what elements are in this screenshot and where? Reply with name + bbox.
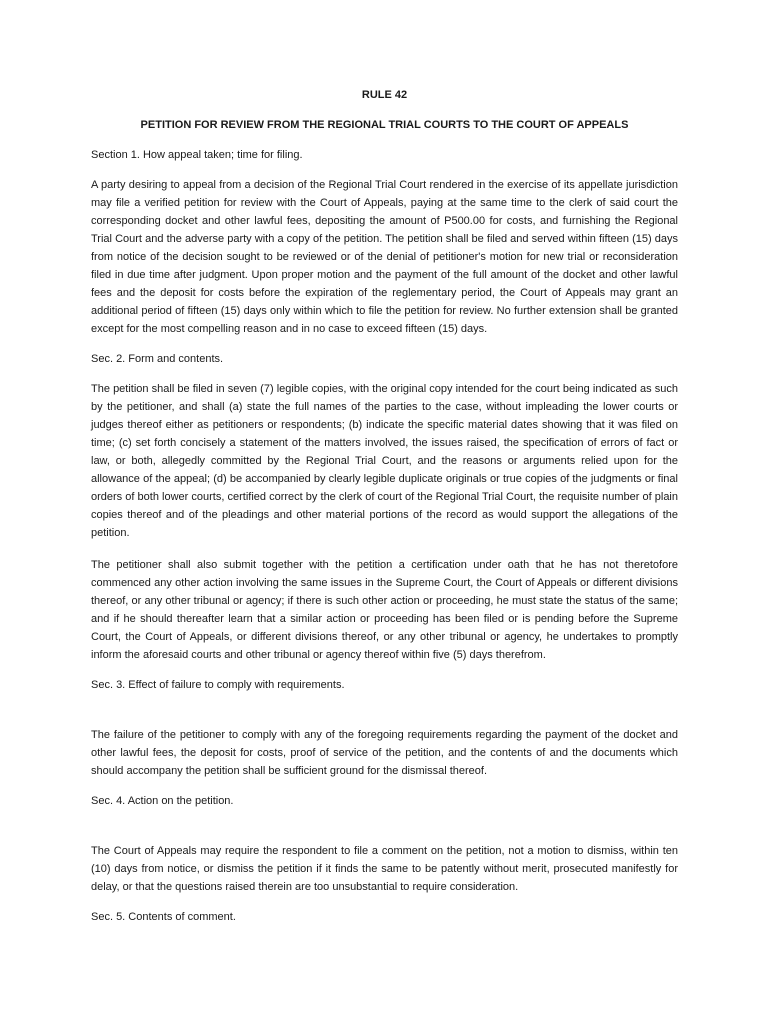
rule-number: RULE 42	[361, 89, 408, 101]
rule-title: PETITION FOR REVIEW FROM THE REGIONAL TRIAL COURTS TO THE COURT OF APPEALS	[140, 119, 629, 131]
section-4-title: Sec. 4. Action on the petition.	[91, 795, 234, 807]
section-5-title: Sec. 5. Contents of comment.	[91, 911, 236, 923]
section-3-title: Sec. 3. Effect of failure to comply with requirements.	[91, 679, 345, 691]
section-1-paragraph: A party desiring to appeal from a decision of the Regional Trial Court rendered in the exercise of its appellate jurisdiction may file a verified petition for review with the Court of Appeals, paying at the same time to the clerk of said court the corresponding docket and other lawful fees, depositing the amount of P500.00 for costs, and furnishing the Regional Trial Court and the adverse party with a copy of the petition. The petition shall be filed and served within fifteen (15) days from notice of the decision sought to be reviewed or of the denial of petitioner's motion for new trial or reconsideration filed in due time after judgment. Upon proper motion and the payment of the full amount of the docket and other lawful fees and the deposit for costs before the expiration of the reglementary period, the Court of Appeals may grant an additional period of fifteen (15) days only within which to file the petition for review. No further extension shall be granted except for the most compelling reason and in no case to exceed fifteen (15) days.	[91, 179, 678, 335]
section-4-paragraph: The Court of Appeals may require the respondent to file a comment on the petition, not a motion to dismiss, within ten (10) days from notice, or dismiss the petition if it finds the same to be patently without merit, prosecuted manifestly for delay, or that the questions raised therein are too unsubstantial to require consideration.	[91, 845, 678, 893]
section-2-title: Sec. 2. Form and contents.	[91, 353, 224, 365]
section-2-paragraph-2: The petitioner shall also submit together with the petition a certification under oath that he has not theretofore commenced any other action involving the same issues in the Supreme Court, the Court of Appeals or different divisions thereof, or any other tribunal or agency; if there is such other action or proceeding, he must state the status of the same; and if he should thereafter learn that a similar action or proceeding has been filed or is pending before the Supreme Court, the Court of Appeals, or different divisions thereof, or any other tribunal or agency, he undertakes to promptly inform the aforesaid courts and other tribunal or agency thereof within five (5) days therefrom.	[91, 559, 678, 661]
section-3-paragraph: The failure of the petitioner to comply with any of the foregoing requirements regarding the payment of the docket and other lawful fees, the deposit for costs, proof of service of the petition, and the contents of and the documents which should accompany the petition shall be sufficient ground for the dismissal thereof.	[91, 729, 678, 777]
section-1-title: Section 1. How appeal taken; time for filing.	[91, 149, 303, 161]
document-page	[91, 88, 678, 924]
section-2-paragraph-1: The petition shall be filed in seven (7) legible copies, with the original copy intended for the court being indicated as such by the petitioner, and shall (a) state the full names of the parties to the case, without impleading the lower courts or judges thereof either as petitioners or respondents; (b) indicate the specific material dates showing that it was filed on time; (c) set forth concisely a statement of the matters involved, the issues raised, the specification of errors of fact or law, or both, allegedly committed by the Regional Trial Court, and the reasons or arguments relied upon for the allowance of the appeal; (d) be accompanied by clearly legible duplicate originals or true copies of the judgments or final orders of both lower courts, certified correct by the clerk of court of the Regional Trial Court, the requisite number of plain copies thereof and of the pleadings and other material portions of the record as would support the allegations of the petition.	[91, 383, 678, 539]
